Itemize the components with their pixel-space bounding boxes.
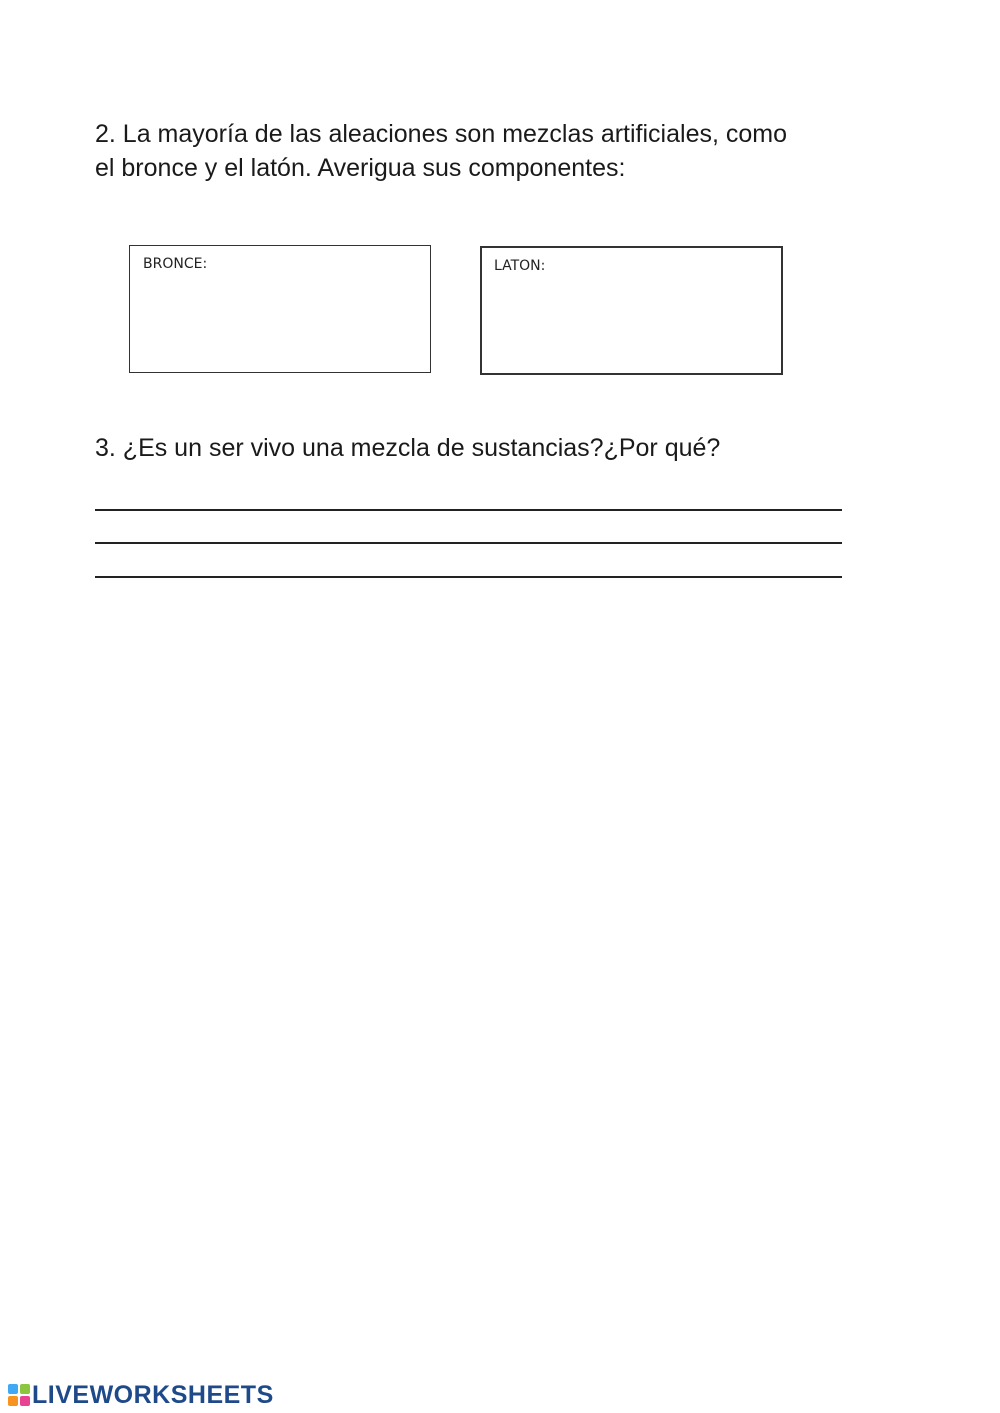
liveworksheets-brand bbox=[8, 1381, 274, 1409]
answer-line-2[interactable] bbox=[95, 542, 842, 544]
question-3-text: 3. ¿Es un ser vivo una mezcla de sustancias?¿Por qué? bbox=[95, 434, 721, 462]
bronce-label: BRONCE: bbox=[143, 256, 208, 272]
laton-label: LATON: bbox=[494, 258, 546, 274]
answer-line-1[interactable] bbox=[95, 509, 842, 511]
answer-line-3[interactable] bbox=[95, 576, 842, 578]
laton-answer-box[interactable] bbox=[480, 246, 783, 375]
liveworksheets-logo-icon bbox=[8, 1384, 30, 1406]
question-2-line-2: el bronce y el latón. Averigua sus componentes: bbox=[95, 154, 626, 182]
question-2-line-1: 2. La mayoría de las aleaciones son mezclas artificiales, como bbox=[95, 120, 787, 148]
bronce-answer-box[interactable] bbox=[129, 245, 431, 373]
brand-name: LIVEWORKSHEETS bbox=[32, 1381, 274, 1409]
